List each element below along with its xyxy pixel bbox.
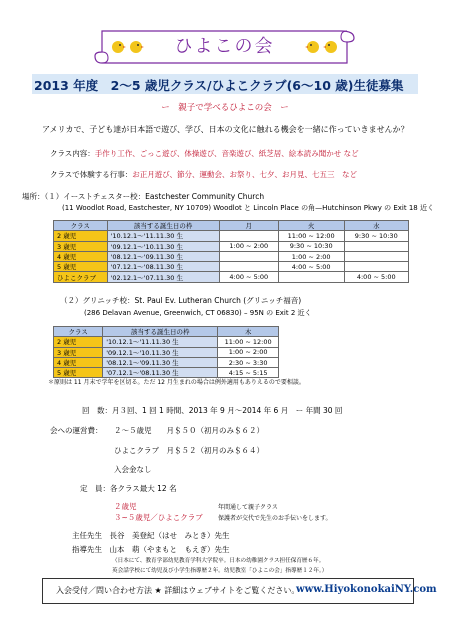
banner-title: ひよこの会 (174, 36, 275, 57)
class-content-value: 手作り工作、ごっこ遊び、体操遊び、音楽遊び、紙芝居、絵本読み聞かせ など (94, 149, 359, 158)
table-row (54, 231, 409, 241)
class-cell: 5 歳児 (54, 262, 108, 272)
time-cell: 4:00 ~ 5:00 (278, 262, 344, 272)
table-header-cell: 水 (344, 221, 408, 231)
table-row (54, 337, 279, 347)
website-link[interactable]: www.HiyokonokaiNY.com (296, 584, 437, 595)
table-header-cell: クラス (54, 327, 103, 337)
table-header-cell: 該当する誕生日の枠 (107, 221, 219, 231)
time-cell: 1:00 ~ 2:00 (278, 251, 344, 261)
location-1-label: 場所：（１）イーストチェスター校：Eastchester Community Church (22, 192, 265, 201)
time-cell (278, 272, 344, 282)
class-cell: 4 歳児 (54, 251, 108, 261)
time-cell: 1:00 ~ 2:00 (219, 241, 278, 251)
page-title: 2013 年度 2〜5 歳児クラス/ひよこクラブ(6〜10 歳)生徒募集 (34, 78, 404, 93)
time-cell (344, 241, 408, 251)
intro-text: アメリカで、子ども達が日本語で遊び、学び、日本の文化に触れる機会を一緒に作っていきませんか？ (42, 125, 409, 134)
guide-teacher: 指導先生 山本 萌（やまもと もえぎ）先生 (72, 545, 230, 554)
time-cell: 9:30 ~ 10:30 (344, 231, 408, 241)
time-cell: 9:30 ~ 10:30 (278, 241, 344, 251)
table-row (54, 241, 409, 251)
table-row (54, 262, 409, 272)
birthday-cell: '07.12.1〜'08.11.30 生 (103, 368, 218, 378)
table-header-cell: 月 (219, 221, 278, 231)
class-content (50, 148, 359, 159)
class-cell: 3 歳児 (54, 347, 103, 357)
time-cell: 4:15 ~ 5:15 (218, 368, 279, 378)
footer-text: 入会受付／問い合わせ方法 ★ 詳細はウェブサイトをご覧ください。 (56, 586, 300, 595)
time-cell (219, 262, 278, 272)
guide-bio-2: 英会話学校にて幼児及び小学生指導歴２年。幼児教室「ひよこの会」指導歴１２年。） (112, 568, 328, 574)
table-header-cell: 火 (278, 221, 344, 231)
class-cell: 4 歳児 (54, 357, 103, 367)
location-1-address: (11 Woodlot Road, Eastchester, NY 10709) Woodlot と Lincoln Place の角—Hutchinson Pkwy の Exit 18 近く (62, 204, 434, 212)
birthday-cell: '10.12.1〜'11.11.30 生 (107, 231, 219, 241)
note-b-value: 保護者が交代で先生のお手伝いをします。 (218, 515, 332, 522)
time-cell: 4:00 ~ 5:00 (219, 272, 278, 282)
fee-line-3: 入会金なし (114, 465, 152, 474)
class-cell: 3 歳児 (54, 241, 108, 251)
time-cell: 11:00 ~ 12:00 (278, 231, 344, 241)
schedule-table-eastchester (53, 220, 409, 283)
time-cell (344, 251, 408, 261)
note-a-value: 年間通して親子クラス (218, 504, 278, 511)
fee-line-2: ひよこクラブ 月＄５２（初月のみ＄６４） (114, 446, 264, 455)
birthday-cell: '02.12.1〜'07.11.30 生 (107, 272, 219, 282)
table-row (54, 347, 279, 357)
birthday-cell: '09.12.1〜'10.11.30 生 (103, 347, 218, 357)
table-header-row (54, 327, 279, 337)
time-cell: 11:00 ~ 12:00 (218, 337, 279, 347)
banner (92, 28, 357, 66)
time-cell (219, 231, 278, 241)
fee-label: 会への運営費： (50, 426, 103, 435)
head-teacher: 主任先生 長谷 美登紀（はせ みとき）先生 (72, 531, 230, 540)
class-cell: 2 歳児 (54, 337, 103, 347)
class-events (50, 169, 357, 180)
table-row (54, 251, 409, 261)
birthday-cell: '09.12.1〜'10.11.30 生 (107, 241, 219, 251)
birthday-cell: '08.12.1〜'09.11.30 生 (103, 357, 218, 367)
time-cell: 4:00 ~ 5:00 (344, 272, 408, 282)
guide-bio-1: （日本にて、教育学部幼児教育学科大学院卒。日本の幼稚園クラス担任保育歴６年。 (112, 558, 325, 564)
table-row (54, 357, 279, 367)
page-subtitle: ー 親子で学べるひよこの会 ー (161, 103, 289, 113)
class-cell: 2 歳児 (54, 231, 108, 241)
time-cell: 2:30 ~ 3:30 (218, 357, 279, 367)
location-2-address: (286 Delavan Avenue, Greenwich, CT 06830) – 95N の Exit 2 近く (84, 309, 312, 317)
table-header-row (54, 221, 409, 231)
time-cell (219, 251, 278, 261)
time-cell (344, 262, 408, 272)
note-a-label: ２歳児 (114, 502, 137, 511)
birthday-cell: '08.12.1〜'09.11.30 生 (107, 251, 219, 261)
location-2-label: （２）グリニッチ校：St. Paul Ev. Lutheran Church (グリニッチ福音) (60, 296, 302, 305)
table-header-cell: 該当する誕生日の枠 (103, 327, 218, 337)
capacity: 定 員：各クラス最大 12 名 (80, 484, 177, 493)
schedule-table-greenwich (53, 326, 279, 378)
table-header-cell: クラス (54, 221, 108, 231)
class-content-label: クラス内容： (50, 149, 95, 158)
note-b-label: ３~５歳児／ひよこクラブ (114, 513, 203, 522)
time-cell: 1:00 ~ 2:00 (218, 347, 279, 357)
birthday-cell: '10.12.1〜'11.11.30 生 (103, 337, 218, 347)
table-row (54, 272, 409, 282)
birthday-note: ＊原則は 11 月末で学年を区切る。ただ 12 月生まれの場合は例外適用もありえるので要相談。 (48, 379, 305, 386)
class-events-value: お正月遊び、節分、運動会、お祭り、七夕、お月見、七五三 など (132, 170, 357, 179)
schedule-info: 回 数：月３回、1 回 1 時間、2013 年 9 月〜2014 年 6 月 ー 年間 30 回 (82, 406, 343, 415)
birthday-cell: '07.12.1〜'08.11.30 生 (107, 262, 219, 272)
fee-line-1: ２〜５歳児 月＄５０（初月のみ＄６２） (114, 426, 264, 435)
class-cell: 5 歳児 (54, 368, 103, 378)
table-header-cell: 木 (218, 327, 279, 337)
class-events-label: クラスで体験する行事： (50, 170, 133, 179)
class-cell: ひよこクラブ (54, 272, 108, 282)
